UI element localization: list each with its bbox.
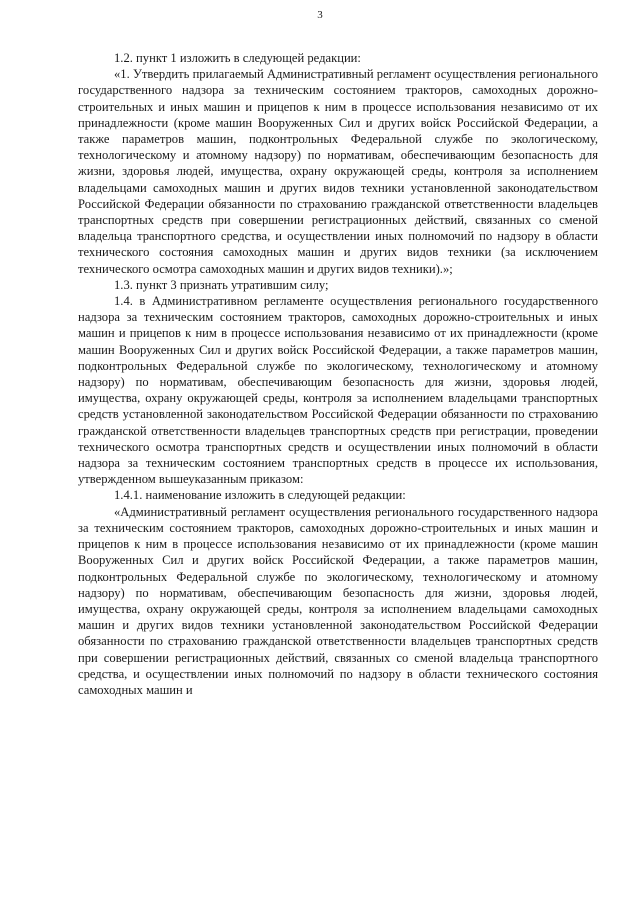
paragraph-1-4: 1.4. в Административном регламенте осуществления регионального государственного надзора за техническим состоянием тракторов, самоходных дорожно-строительных и иных машин и прицепов к ним в процессе использования независимо от их принадлежности (кроме машин Вооруженных Сил и других войск Российской Федерации, а также параметров машин, подконтрольных Федеральной службе по экологическому, технологическому и атомному надзору) по нормативам, обеспечивающим безопасность для жизни, здоровья людей, имущества, охрану окружающей среды, контроля за исполнением владельцами транспортных средств установленной законодательством Российской Федерации обязанности по страхованию гражданской ответственности владельцев транспортных средств при регистрации, проведении технического осмотра транспортных средств и осуществлении иных полномочий в области надзора за техническим состоянием транспортных средств в процессе их использования, утвержденном вышеуказанным приказом:: [78, 294, 598, 487]
page-number: 3: [317, 9, 323, 21]
document-body: [78, 50, 598, 698]
paragraph-1-4-1-text: «Административный регламент осуществления регионального государственного надзора за техническим состоянием тракторов, самоходных дорожно-строительных и иных машин и прицепов к ним в процессе использования независимо от их принадлежности (кроме машин Вооруженных Сил и других войск Российской Федерации, а также параметров машин, подконтрольных Федеральной службе по экологическому, технологическому и атомному надзору) по нормативам, обеспечивающим безопасность для жизни, здоровья людей, имущества, охрану окружающей среды, контроля за исполнением владельцами самоходных машин и других видов техники установленной законодательством Российской Федерации обязанности по страхованию гражданской ответственности владельцев транспортных средств при совершении регистрационных действий, связанных со сменой владельца транспортного средства, и осуществлении иных полномочий по надзору в области технического состояния самоходных машин и: [78, 504, 598, 697]
paragraph-1-3: 1.3. пункт 3 признать утратившим силу;: [114, 277, 329, 292]
paragraph-1-2: 1.2. пункт 1 изложить в следующей редакции:: [114, 51, 361, 65]
paragraph-1-4-1: 1.4.1. наименование изложить в следующей редакции:: [114, 488, 406, 503]
paragraph-1-2-text: «1. Утвердить прилагаемый Административный регламент осуществления регионального государственного надзора за техническим состоянием тракторов, самоходных дорожно-строительных и иных машин и прицепов к ним в процессе использования независимо от их принадлежности (кроме машин Вооруженных Сил и других войск Российской Федерации, а также параметров машин, подконтрольных Федеральной службе по экологическому, технологическому и атомному надзору) по нормативам, обеспечивающим безопасность для жизни, здоровья людей, имущества, охрану окружающей среды, контроля за исполнением владельцами самоходных машин и других видов техники установленной законодательством Российской Федерации обязанности по страхованию гражданской ответственности владельцев транспортных средств при совершении регистрационных действий, связанных со сменой владельца транспортного средства, и осуществлении иных полномочий по надзору в области технического состояния самоходных машин и других видов техники (за исключением технического осмотра самоходных машин и других видов техники).»;: [78, 67, 598, 276]
